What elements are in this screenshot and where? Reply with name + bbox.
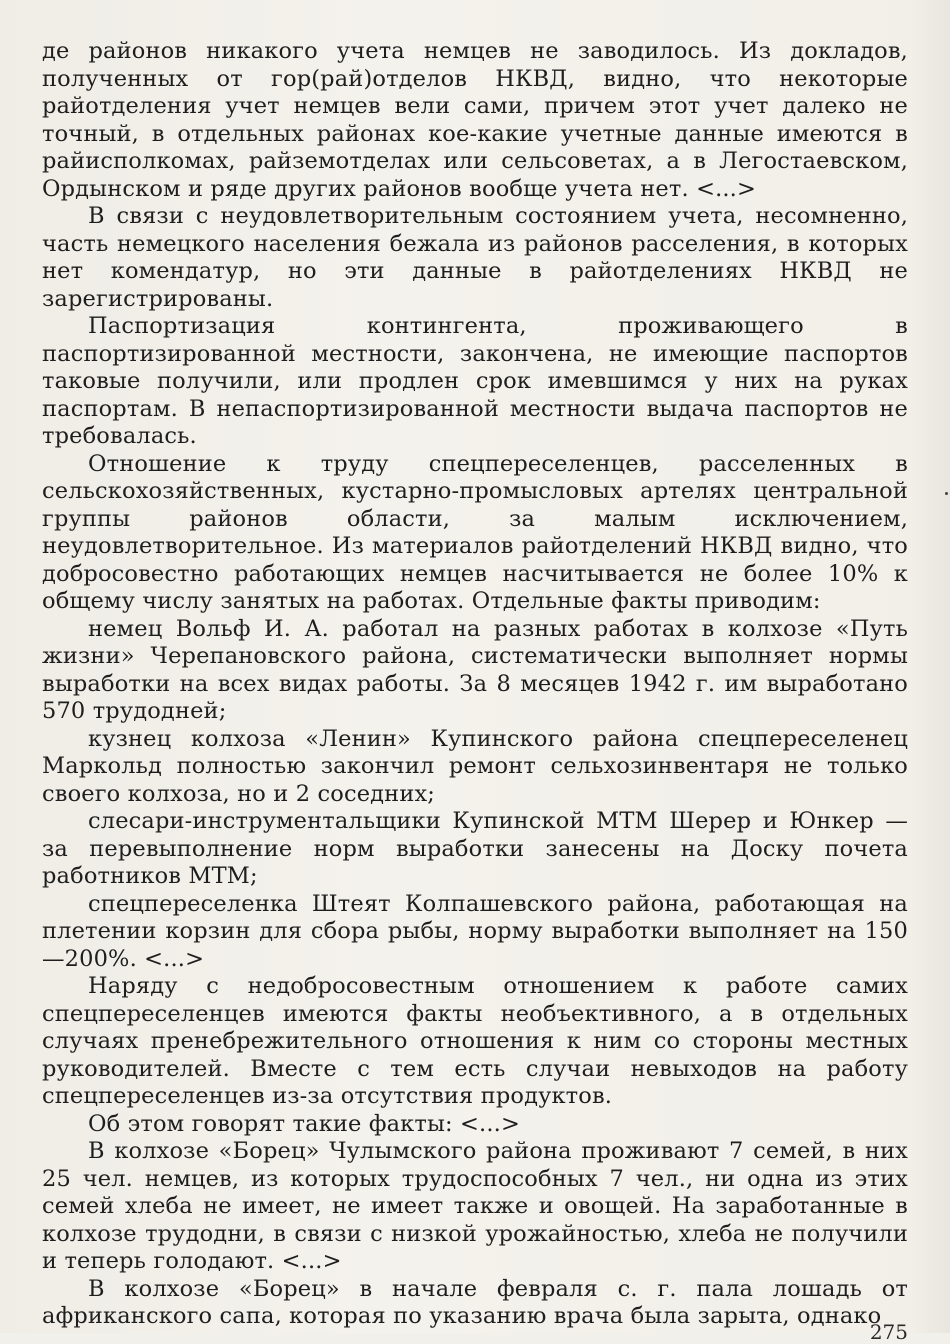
margin-speck	[945, 492, 948, 495]
paragraph: В колхозе «Борец» в начале февраля с. г. пала лошадь от африканского сапа, которая по указанию врача была зарыта, однако	[42, 1275, 908, 1329]
paragraph: немец Вольф И. А. работал на разных работах в колхозе «Путь жизни» Черепановского района, систематически выполняет нормы выработки на всех видах работы. За 8 месяцев 1942 г. им выработано 570 трудодней;	[42, 615, 908, 724]
paragraph: Отношение к труду спецпереселенцев, расселенных в сельскохозяйственных, кустарно-промысловых артелях центральной группы районов области, за малым исключением, неудовлетворительное. Из материалов райотделений НКВД видно, что добросовестно работающих немцев насчитывается не более 10% к общему числу занятых на работах. Отдельные факты приводим:	[42, 450, 908, 614]
paragraph: кузнец колхоза «Ленин» Купинского района спецпереселенец Маркольд полностью закончил ремонт сельхозинвентаря не только своего колхоза, но и 2 соседних;	[42, 725, 908, 807]
page-edge-shadow	[910, 0, 950, 1333]
paragraph: слесари-инструментальщики Купинской МТМ Шерер и Юнкер — за перевыполнение норм выработки занесены на Доску почета работников МТМ;	[42, 808, 908, 889]
page-number: 275	[869, 1320, 908, 1344]
paragraph: Наряду с недобросовестным отношением к работе самих спецпереселенцев имеются факты необъективного, а в отдельных случаях пренебрежительного отношения к ним со стороны местных руководителей. Вместе с тем есть случаи невыходов на работу спецпереселенцев из-за отсутствия продуктов.	[42, 973, 908, 1109]
paragraph: Об этом говорят такие факты: <...>	[88, 1110, 520, 1137]
body-text	[42, 38, 908, 1331]
paragraph: В колхозе «Борец» Чулымского района проживают 7 семей, в них 25 чел. немцев, из которых трудоспособных 7 чел., ни одна из этих семей хлеба не имеет, не имеет также и овощей. На заработанные в колхозе трудодни, в связи с низкой урожайностью, хлеба не получили и теперь голодают. <...>	[42, 1138, 908, 1274]
paragraph: Паспортизация контингента, проживающего в паспортизированной местности, закончена, не имеющие паспортов таковые получили, или продлен срок имевшимся у них на руках паспортам. В непаспортизированной местности выдача паспортов не требовалась.	[42, 313, 908, 449]
paragraph: спецпереселенка Штеят Колпашевского района, работающая на плетении корзин для сбора рыбы, норму выработки выполняет на 150—200%. <...>	[42, 890, 908, 972]
paragraph: де районов никакого учета немцев не заводилось. Из докладов, полученных от гор(рай)отделов НКВД, видно, что некоторые райотделения учет немцев вели сами, причем этот учет далеко не точный, в отдельных районах кое-какие учетные данные имеются в райисполкомах, райземотделах или сельсоветах, а в Легостаевском, Ордынском и ряде других районов вообще учета нет. <...>	[42, 38, 908, 202]
paragraph: В связи с неудовлетворительным состоянием учета, несомненно, часть немецкого населения бежала из районов расселения, в которых нет комендатур, но эти данные в райотделениях НКВД не зарегистрированы.	[42, 203, 908, 312]
